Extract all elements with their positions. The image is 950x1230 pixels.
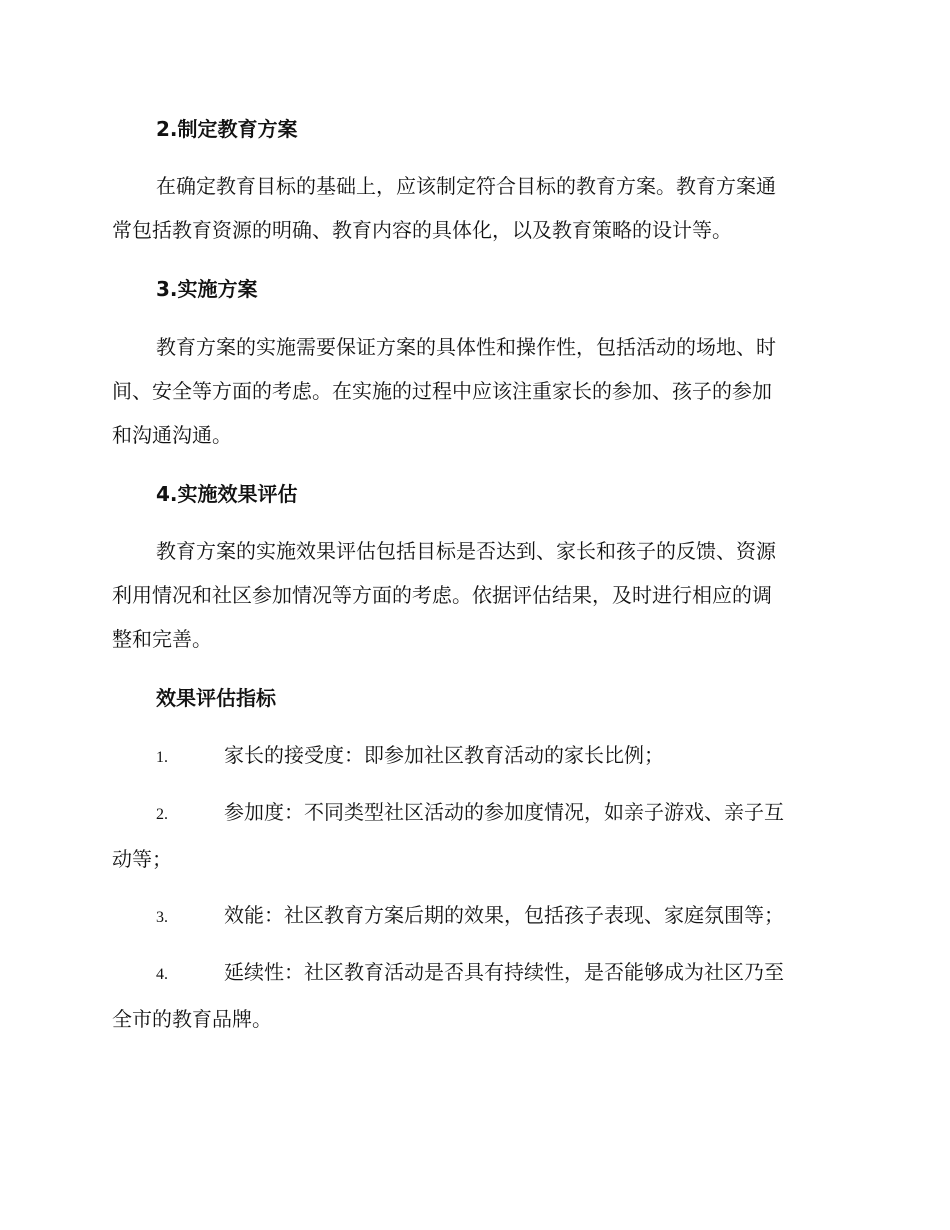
list-number: 1. <box>156 749 168 766</box>
list-item-line <box>112 950 834 997</box>
list-item <box>112 950 834 1041</box>
paragraph-line: 和沟通沟通。 <box>112 423 232 447</box>
list-item <box>112 893 834 940</box>
list-number: 3. <box>156 909 168 926</box>
section-paragraph-2 <box>112 164 834 252</box>
section-paragraph-3 <box>112 325 834 457</box>
paragraph-line: 教育方案的实施需要保证方案的具体性和操作性，包括活动的场地、时 <box>156 335 776 359</box>
section-heading-4: 4.实施效果评估 <box>156 482 298 506</box>
list-item-text: 效能：社区教育方案后期的效果，包括孩子表现、家庭氛围等； <box>224 903 784 927</box>
list-item-line <box>112 733 834 780</box>
paragraph-line: 常包括教育资源的明确、教育内容的具体化，以及教育策略的设计等。 <box>112 218 732 242</box>
list-item <box>112 733 834 780</box>
section-heading-2: 2.制定教育方案 <box>156 117 298 141</box>
list-item-text: 家长的接受度：即参加社区教育活动的家长比例； <box>224 743 664 767</box>
paragraph-line: 整和完善。 <box>112 627 212 651</box>
paragraph-line: 间、安全等方面的考虑。在实施的过程中应该注重家长的参加、孩子的参加 <box>112 379 772 403</box>
list-item-line <box>112 790 834 837</box>
indicators-heading: 效果评估指标 <box>156 686 276 710</box>
list-item-text: 延续性：社区教育活动是否具有持续性，是否能够成为社区乃至 <box>224 960 784 984</box>
list-item-line <box>112 893 834 940</box>
section-paragraph-4 <box>112 529 834 661</box>
list-item-line: 全市的教育品牌。 <box>112 1007 272 1031</box>
paragraph-line: 教育方案的实施效果评估包括目标是否达到、家长和孩子的反馈、资源 <box>156 539 776 563</box>
section-heading-3: 3.实施方案 <box>156 277 258 301</box>
list-number: 4. <box>156 966 168 983</box>
list-item <box>112 790 834 881</box>
paragraph-line: 在确定教育目标的基础上，应该制定符合目标的教育方案。教育方案通 <box>156 174 776 198</box>
list-number: 2. <box>156 806 168 823</box>
list-item-text: 参加度：不同类型社区活动的参加度情况，如亲子游戏、亲子互 <box>224 800 784 824</box>
paragraph-line: 利用情况和社区参加情况等方面的考虑。依据评估结果，及时进行相应的调 <box>112 583 772 607</box>
list-item-line: 动等； <box>112 847 172 871</box>
